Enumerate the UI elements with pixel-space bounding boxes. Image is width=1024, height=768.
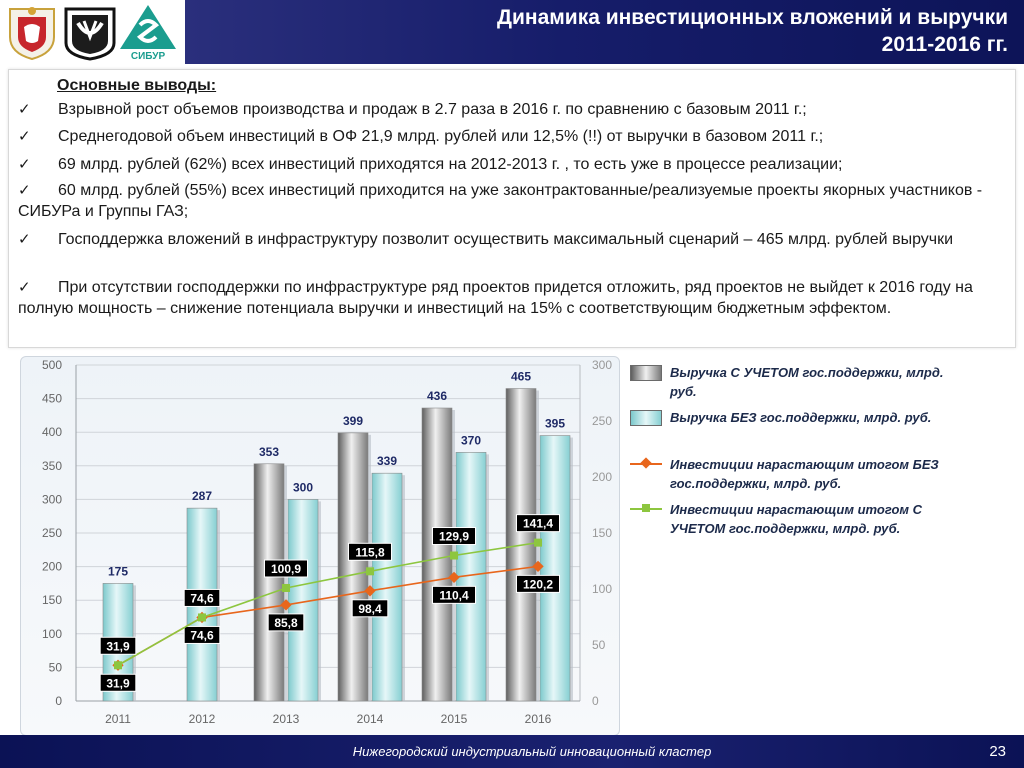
bar-data-label: 399 — [342, 413, 364, 428]
check-icon: ✓ — [18, 100, 31, 118]
conclusion-item — [18, 126, 1008, 147]
line-data-label: 110,4 — [439, 588, 469, 603]
line-data-label: 74,6 — [190, 591, 214, 606]
conclusion-text: При отсутствии господдержки по инфраструктуре ряд проектов придется отложить, ряд проектов не выйдет к 2016 году на полную мощность – снижение потенциала выручки и инвестиций на 15% с соответствующим бюджетным эффектом. — [18, 279, 973, 317]
legend-label: Инвестиции нарастающим итогом С УЧЕТОМ гос.поддержки, млрд. руб. — [670, 502, 923, 536]
header — [0, 0, 1024, 64]
check-icon: ✓ — [18, 127, 31, 145]
conclusion-item — [18, 180, 1008, 222]
line-data-label: 100,9 — [270, 561, 302, 576]
page-number: 23 — [989, 743, 1006, 760]
y-right-tick-label: 200 — [592, 470, 613, 484]
title-line-1: Динамика инвестиционных вложений и выручки — [497, 6, 1008, 29]
square-marker — [366, 567, 374, 575]
check-icon: ✓ — [18, 155, 31, 173]
bar-data-label: 436 — [426, 389, 448, 404]
check-icon: ✓ — [18, 278, 31, 296]
bar-data-label: 370 — [460, 433, 482, 448]
check-icon: ✓ — [18, 181, 31, 199]
svg-text:СИБУР: СИБУР — [130, 51, 166, 61]
y-left-tick-label: 250 — [41, 526, 62, 540]
sibur-logo-icon — [118, 3, 178, 61]
bar-data-label: 300 — [292, 480, 314, 495]
y-right-tick-label: 0 — [592, 694, 599, 708]
legend-label: Выручка БЕЗ гос.поддержки, млрд. руб. — [670, 410, 932, 425]
footer — [0, 735, 1024, 768]
header-band — [185, 0, 1024, 64]
investment-revenue-chart — [0, 350, 620, 735]
line-data-label: 31,9 — [106, 676, 130, 691]
region-coat-of-arms-icon — [4, 3, 60, 61]
page-title — [368, 4, 1008, 58]
x-tick-label: 2011 — [105, 712, 131, 726]
square-marker — [198, 613, 206, 621]
conclusions-box — [8, 69, 1016, 348]
diamond-marker-icon — [640, 457, 651, 468]
bar-data-label: 395 — [544, 416, 566, 431]
legend-swatch — [630, 365, 662, 381]
x-tick-label: 2013 — [272, 712, 300, 726]
bar-revenue-with-support — [422, 408, 452, 701]
line-data-label: 129,9 — [438, 529, 470, 544]
conclusion-item — [18, 99, 1008, 120]
square-marker — [534, 539, 542, 547]
y-right-tick-label: 100 — [592, 582, 613, 596]
conclusion-text: Господдержка вложений в инфраструктуру позволит осуществить максимальный сценарий – 465 млрд. рублей выручки — [58, 231, 954, 248]
bar-data-label: 339 — [376, 454, 398, 469]
bar-revenue-with-support — [254, 464, 284, 701]
conclusion-text: 60 млрд. рублей (55%) всех инвестиций приходится на уже законтрактованные/реализуемые проекты якорных участников - СИБУРа и Группы ГАЗ; — [18, 182, 983, 220]
conclusions-heading: Основные выводы: — [57, 77, 217, 94]
x-tick-label: 2015 — [440, 712, 468, 726]
x-tick-label: 2016 — [524, 712, 552, 726]
y-left-tick-label: 450 — [41, 391, 62, 406]
legend-swatch — [630, 410, 662, 426]
conclusion-item — [18, 154, 1008, 175]
bar-revenue-without-support — [540, 436, 570, 701]
bar-data-label: 287 — [191, 489, 213, 504]
x-tick-label: 2014 — [356, 712, 384, 726]
line-data-label: 141,4 — [522, 516, 554, 531]
bar-data-label: 353 — [258, 444, 280, 459]
y-left-tick-label: 500 — [41, 358, 62, 372]
y-right-tick-label: 50 — [592, 638, 606, 652]
y-right-tick-label: 300 — [592, 358, 613, 372]
title-line-2: 2011-2016 гг. — [881, 33, 1008, 56]
gaz-logo-icon — [62, 3, 118, 61]
legend-swatch — [630, 508, 662, 510]
line-data-label: 115,8 — [355, 545, 385, 560]
square-marker — [282, 584, 290, 592]
line-data-label: 85,8 — [274, 615, 298, 630]
square-marker — [450, 552, 458, 560]
legend-swatch — [630, 463, 662, 465]
line-data-label: 120,2 — [522, 577, 554, 592]
y-right-tick-label: 250 — [592, 414, 613, 428]
legend-label: Инвестиции нарастающим итогом БЕЗ гос.поддержки, млрд. руб. — [670, 457, 939, 491]
y-left-tick-label: 300 — [41, 492, 62, 507]
conclusion-text: Среднегодовой объем инвестиций в ОФ 21,9 млрд. рублей или 12,5% (!!) от выручки в базовом 2011 г.; — [58, 128, 824, 145]
y-left-tick-label: 200 — [41, 559, 62, 574]
footer-text: Нижегородский индустриальный инновационный кластер — [352, 744, 712, 759]
line-data-label: 74,6 — [190, 628, 214, 643]
bar-data-label: 465 — [510, 369, 532, 384]
legend-label: Выручка С УЧЕТОМ гос.поддержки, млрд. руб. — [670, 365, 944, 399]
y-right-tick-label: 150 — [592, 526, 613, 540]
line-data-label: 31,9 — [106, 639, 130, 654]
bar-revenue-with-support — [338, 433, 368, 701]
square-marker-icon — [642, 504, 650, 512]
y-left-tick-label: 0 — [55, 694, 62, 708]
square-marker — [114, 661, 122, 669]
check-icon: ✓ — [18, 230, 31, 248]
conclusion-text: 69 млрд. рублей (62%) всех инвестиций приходятся на 2012-2013 г. , то есть уже в процессе реализации; — [58, 156, 843, 173]
line-data-label: 98,4 — [358, 601, 382, 616]
conclusion-text: Взрывной рост объемов производства и продаж в 2.7 раза в 2016 г. по сравнению с базовым 2011 г.; — [58, 101, 807, 118]
y-left-tick-label: 400 — [41, 425, 62, 440]
y-left-tick-label: 150 — [41, 593, 62, 608]
bar-data-label: 175 — [107, 564, 129, 579]
conclusion-item — [18, 277, 1008, 319]
y-left-tick-label: 100 — [41, 626, 62, 641]
y-left-tick-label: 350 — [41, 458, 62, 473]
conclusion-item — [18, 229, 1008, 250]
x-tick-label: 2012 — [188, 712, 216, 726]
y-left-tick-label: 50 — [48, 660, 62, 675]
